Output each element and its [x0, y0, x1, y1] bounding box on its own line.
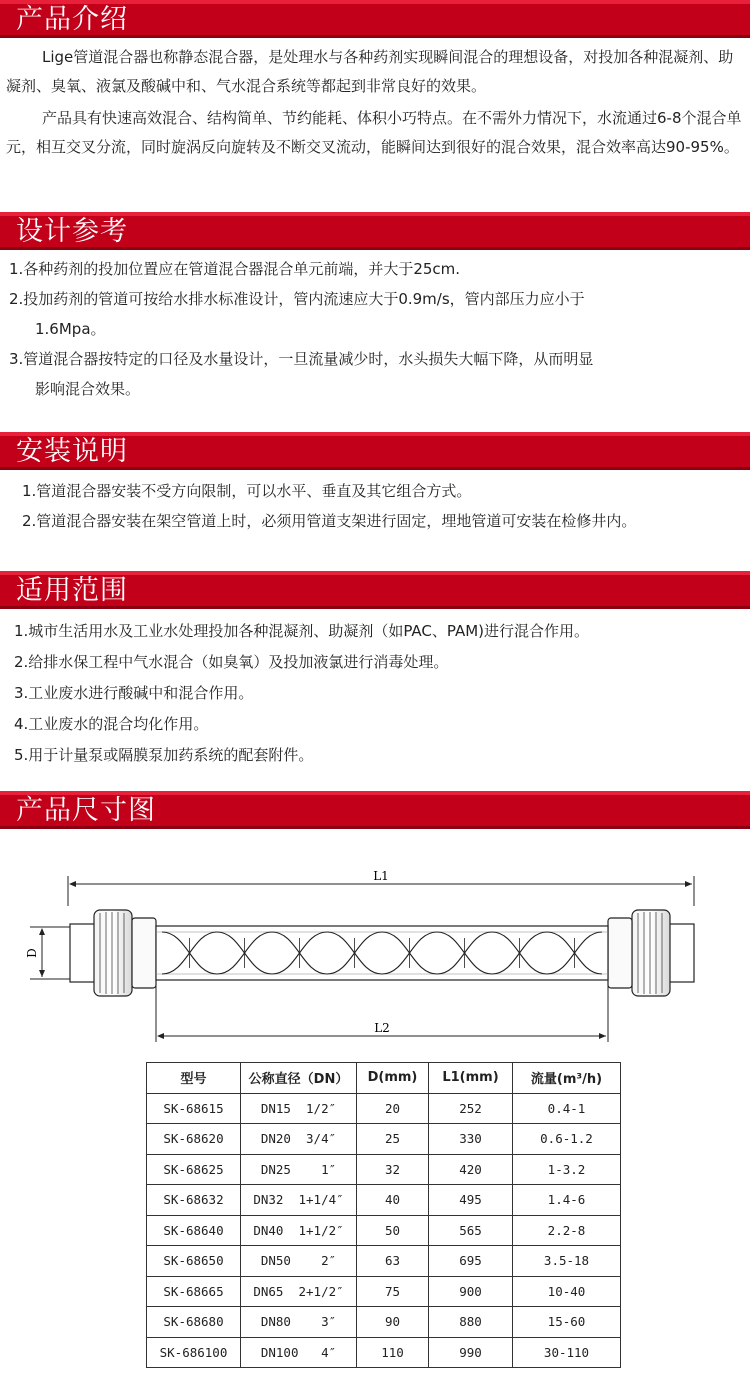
dimension-title: 产品尺寸图 [16, 795, 156, 826]
table-row [147, 1215, 621, 1246]
table-cell: SK-68640 [147, 1215, 241, 1246]
section-title-scope [0, 571, 750, 609]
table-cell: 420 [429, 1154, 513, 1185]
table-cell: DN65 2+1/2″ [241, 1276, 357, 1307]
table-cell: DN80 3″ [241, 1307, 357, 1338]
table-cell: 110 [357, 1337, 429, 1368]
design-title: 设计参考 [16, 216, 128, 247]
table-cell: SK-68625 [147, 1154, 241, 1185]
left-pipe-stub [70, 924, 96, 982]
mixer-tube [156, 926, 608, 980]
design-item: 1.6Mpa。 [35, 320, 106, 338]
scope-item: 5.用于计量泵或隔膜泵加药系统的配套附件。 [14, 746, 314, 764]
scope-title: 适用范围 [16, 575, 128, 606]
install-item: 2.管道混合器安装在架空管道上时，必须用管道支架进行固定，埋地管道可安装在检修井内。 [22, 512, 637, 530]
table-row [147, 1154, 621, 1185]
table-cell: 20 [357, 1093, 429, 1124]
intro-paragraph-1: Lige管道混合器也称静态混合器，是处理水与各种药剂实现瞬间混合的理想设备，对投加各种混凝剂、助凝剂、臭氧、液氯及酸碱中和、气水混合系统等都起到非常良好的效果。 [6, 48, 734, 95]
install-list [22, 476, 636, 536]
col-header-dn: 公称直径（DN） [241, 1063, 357, 1094]
table-cell: 565 [429, 1215, 513, 1246]
section-title-dimension [0, 791, 750, 829]
table-cell: SK-68620 [147, 1124, 241, 1155]
table-cell: SK-68632 [147, 1185, 241, 1216]
table-cell: 40 [357, 1185, 429, 1216]
scope-item: 2.给排水保工程中气水混合（如臭氧）及投加液氯进行消毒处理。 [14, 653, 449, 671]
table-cell: 15-60 [513, 1307, 621, 1338]
spec-table [146, 1062, 621, 1368]
design-item: 影响混合效果。 [35, 380, 141, 398]
table-cell: DN50 2″ [241, 1246, 357, 1277]
table-row [147, 1276, 621, 1307]
table-cell: SK-686100 [147, 1337, 241, 1368]
section-title-install [0, 432, 750, 470]
table-cell: 695 [429, 1246, 513, 1277]
table-cell: SK-68650 [147, 1246, 241, 1277]
mixer-diagram-svg [0, 860, 750, 1060]
table-cell: DN20 3/4″ [241, 1124, 357, 1155]
table-cell: DN15 1/2″ [241, 1093, 357, 1124]
scope-item: 3.工业废水进行酸碱中和混合作用。 [14, 684, 254, 702]
table-cell: DN100 4″ [241, 1337, 357, 1368]
table-cell: 880 [429, 1307, 513, 1338]
table-cell: 63 [357, 1246, 429, 1277]
table-cell: 30-110 [513, 1337, 621, 1368]
right-pipe-stub [668, 924, 694, 982]
install-title: 安装说明 [16, 436, 128, 467]
table-cell: 25 [357, 1124, 429, 1155]
design-list [9, 254, 593, 404]
table-cell: DN25 1″ [241, 1154, 357, 1185]
table-cell: 495 [429, 1185, 513, 1216]
table-cell: 252 [429, 1093, 513, 1124]
design-item: 1.各种药剂的投加位置应在管道混合器混合单元前端，并大于25cm. [9, 260, 461, 278]
left-union-body [132, 918, 156, 988]
table-cell: 50 [357, 1215, 429, 1246]
col-header-d: D(mm) [357, 1063, 429, 1094]
intro-paragraph-2: 产品具有快速高效混合、结构简单、节约能耗、体积小巧特点。在不需外力情况下，水流通过6-8个混合单元，相互交叉分流，同时旋涡反向旋转及不断交叉流动，能瞬间达到很好的混合效果，混合效率高达90-95%。 [6, 109, 742, 156]
table-cell: 990 [429, 1337, 513, 1368]
table-cell: 10-40 [513, 1276, 621, 1307]
table-row [147, 1124, 621, 1155]
scope-list [14, 616, 589, 771]
table-row [147, 1246, 621, 1277]
table-row [147, 1093, 621, 1124]
label-l2: L2 [374, 1021, 390, 1035]
label-l1: L1 [373, 869, 389, 883]
table-row [147, 1307, 621, 1338]
design-item: 2.投加药剂的管道可按给水排水标准设计，管内流速应大于0.9m/s，管内部压力应小于 [9, 290, 585, 308]
table-row [147, 1185, 621, 1216]
table-header-row [147, 1063, 621, 1094]
design-item: 3.管道混合器按特定的口径及水量设计，一旦流量减少时，水头损失大幅下降，从而明显 [9, 350, 594, 368]
dimension-drawing [0, 860, 750, 1060]
table-cell: SK-68615 [147, 1093, 241, 1124]
section-title-design [0, 212, 750, 250]
table-cell: 3.5-18 [513, 1246, 621, 1277]
table-cell: 330 [429, 1124, 513, 1155]
col-header-model: 型号 [147, 1063, 241, 1094]
intro-title: 产品介绍 [16, 4, 128, 35]
scope-item: 4.工业废水的混合均化作用。 [14, 715, 209, 733]
table-cell: SK-68680 [147, 1307, 241, 1338]
scope-item: 1.城市生活用水及工业水处理投加各种混凝剂、助凝剂（如PAC、PAM)进行混合作用。 [14, 622, 590, 640]
table-row [147, 1337, 621, 1368]
right-union-body [608, 918, 632, 988]
table-cell: 0.6-1.2 [513, 1124, 621, 1155]
label-d: D [25, 948, 39, 958]
table-cell: DN40 1+1/2″ [241, 1215, 357, 1246]
table-cell: 900 [429, 1276, 513, 1307]
section-title-intro [0, 0, 750, 38]
table-cell: SK-68665 [147, 1276, 241, 1307]
col-header-flow: 流量(m³/h) [513, 1063, 621, 1094]
col-header-l1: L1(mm) [429, 1063, 513, 1094]
table-cell: DN32 1+1/4″ [241, 1185, 357, 1216]
table-cell: 1-3.2 [513, 1154, 621, 1185]
table-cell: 0.4-1 [513, 1093, 621, 1124]
table-cell: 32 [357, 1154, 429, 1185]
table-cell: 1.4-6 [513, 1185, 621, 1216]
install-item: 1.管道混合器安装不受方向限制，可以水平、垂直及其它组合方式。 [22, 482, 472, 500]
table-cell: 90 [357, 1307, 429, 1338]
table-cell: 2.2-8 [513, 1215, 621, 1246]
table-cell: 75 [357, 1276, 429, 1307]
